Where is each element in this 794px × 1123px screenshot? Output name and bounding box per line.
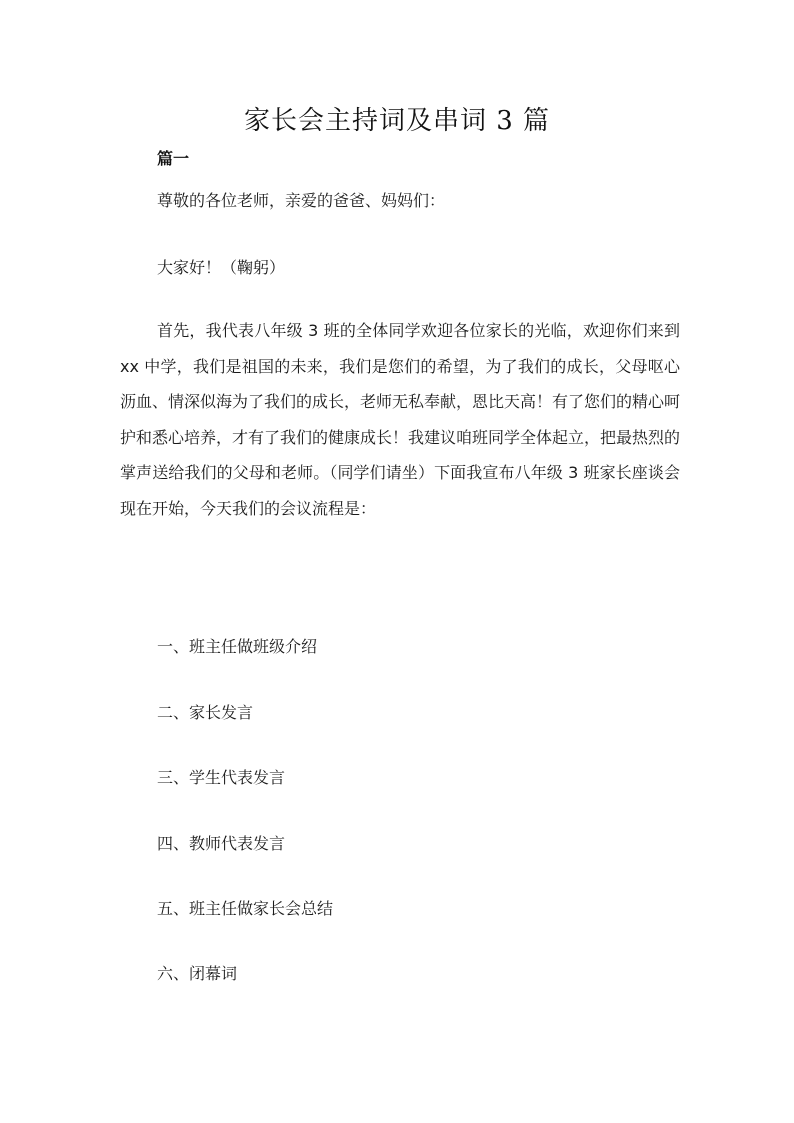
agenda-item: 二、家长发言 [157, 703, 254, 722]
agenda-item: 六、闭幕词 [157, 964, 238, 983]
section-heading: 篇一 [157, 149, 190, 168]
agenda-item: 五、班主任做家长会总结 [157, 899, 334, 918]
agenda-item: 一、班主任做班级介绍 [157, 637, 318, 656]
greeting-line: 大家好！（鞠躬） [157, 258, 286, 277]
agenda-item: 四、教师代表发言 [157, 834, 286, 853]
agenda-item: 三、学生代表发言 [157, 768, 286, 787]
document-title: 家长会主持词及串词 3 篇 [243, 106, 551, 136]
opening-paragraph: 首先，我代表八年级 3 班的全体同学欢迎各位家长的光临，欢迎你们来到 xx 中学，我们是祖国的未来，我们是您们的希望，为了我们的成长，父母呕心沥血、情深似海为了我们的成长，老师无私奉献，恩比天高！有了您们的精心呵护和悉心培养，才有了我们的健康成长！我建议咱班同学全体起立，把最热烈的掌声送给我们的父母和老师。（同学们请坐）下面我宣布八年级 3 班家长座谈会现在开始，今天我们的会议流程是： [120, 321, 681, 518]
salutation-line: 尊敬的各位老师，亲爱的爸爸、妈妈们： [157, 191, 446, 210]
